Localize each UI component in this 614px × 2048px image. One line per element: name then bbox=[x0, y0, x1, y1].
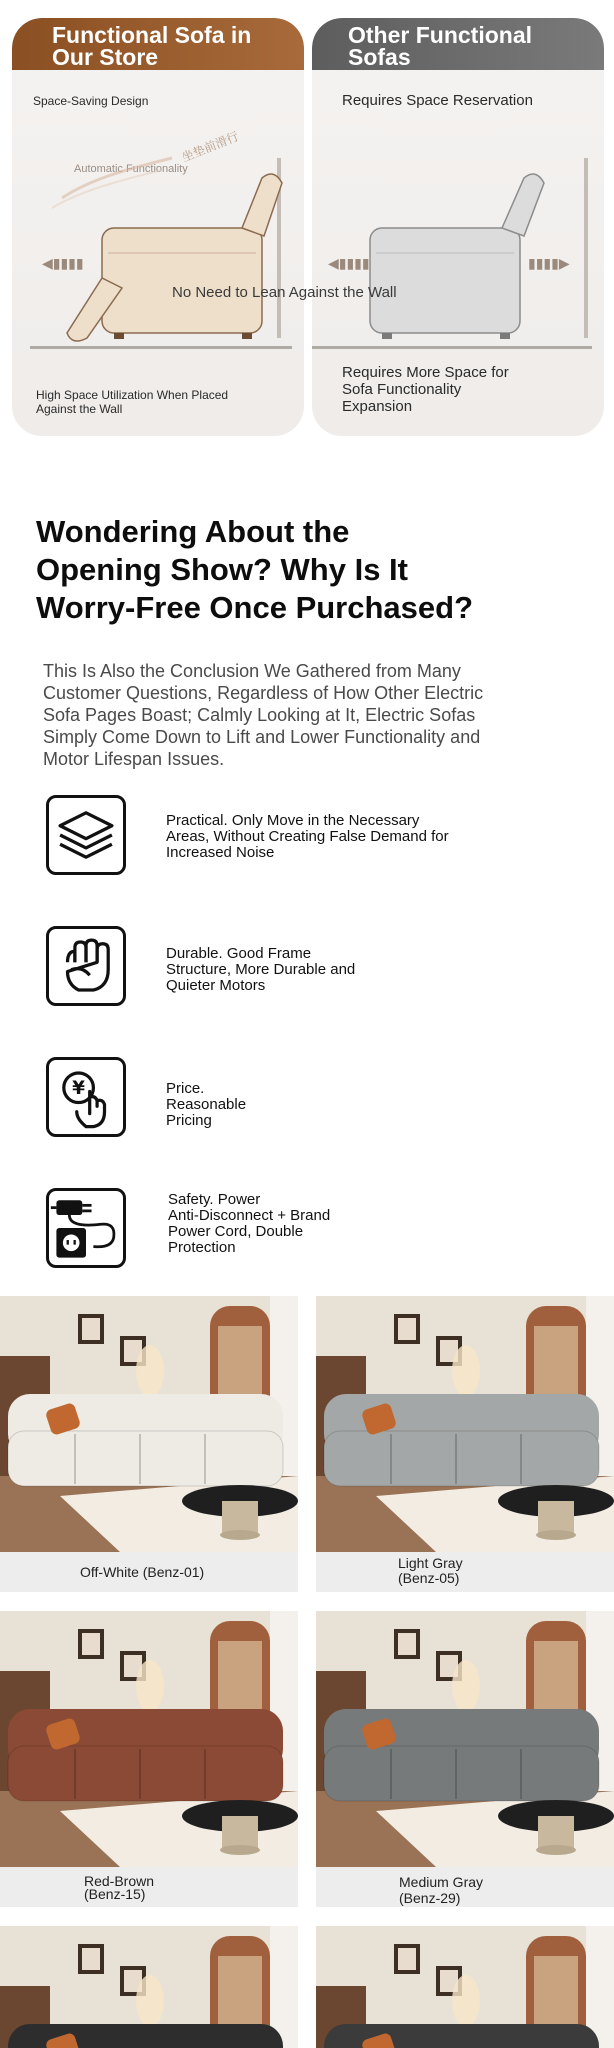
no-wall-note: No Need to Lean Against the Wall bbox=[172, 284, 397, 301]
swatch-color-code: (Benz-05) bbox=[398, 1570, 460, 1586]
feature-price-text: Price. Reasonable Pricing bbox=[166, 1080, 247, 1129]
yen-hand-icon bbox=[46, 1057, 126, 1137]
sofa-photo bbox=[316, 1296, 614, 1552]
svg-text:◀▮▮▮▮: ◀▮▮▮▮ bbox=[328, 256, 370, 272]
our-sofa-panel bbox=[12, 18, 304, 436]
swatch-color-name: Red-Brown bbox=[84, 1873, 155, 1889]
sofa-photo bbox=[0, 1611, 298, 1867]
feature-durable bbox=[46, 926, 586, 1006]
feature-durable-text: Durable. Good Frame Structure, More Durable and Quieter Motors bbox=[166, 945, 356, 994]
swatch-caption bbox=[316, 1867, 614, 1907]
swatch-caption bbox=[0, 1552, 298, 1592]
fist-icon bbox=[46, 926, 126, 1006]
svg-text:¥: ¥ bbox=[72, 1078, 86, 1100]
left-bottom-text: High Space Utilization When Placed Against the Wall bbox=[36, 388, 229, 416]
comparison-section bbox=[0, 0, 614, 450]
feature-price bbox=[46, 1057, 586, 1137]
swatch-caption bbox=[0, 1867, 298, 1907]
automatic-functionality-label: Automatic Functionality bbox=[74, 163, 188, 175]
sofa-photo bbox=[0, 1926, 298, 2048]
right-bottom-text: Requires More Space for Sofa Functionality Expansion bbox=[342, 364, 509, 415]
swatch-color-code: (Benz-29) bbox=[399, 1890, 461, 1906]
our-sofa-panel-title: Functional Sofa in Our Store bbox=[12, 18, 304, 70]
layers-icon bbox=[46, 795, 126, 875]
sofa-photo bbox=[316, 1926, 614, 2048]
space-saving-label: Space-Saving Design bbox=[33, 94, 149, 108]
swatch-color-name: Light Gray bbox=[398, 1555, 463, 1571]
space-requiring-sofa-illustration bbox=[312, 118, 604, 358]
space-reservation-label: Requires Space Reservation bbox=[342, 92, 533, 109]
swatch-caption bbox=[316, 1552, 614, 1592]
other-sofa-panel bbox=[312, 18, 604, 436]
feature-safety-text: Safety. Power Anti-Disconnect + Brand Power Cord, Double Protection bbox=[168, 1191, 331, 1256]
other-sofa-panel-title: Other Functional Sofas bbox=[312, 18, 604, 70]
feature-safety bbox=[46, 1188, 586, 1268]
wall-hugging-sofa-illustration bbox=[12, 118, 304, 358]
svg-text:◀▮▮▮▮: ◀▮▮▮▮ bbox=[42, 256, 84, 272]
intro-paragraph: This Is Also the Conclusion We Gathered from Many Customer Questions, Regardless of How Other Electric Sofa Pages Boast; Calmly Looking at It, Electric Sofas Simply Come Down to Lift and Lower Functionality and Motor Lifespan Issues. bbox=[43, 661, 484, 769]
feature-practical bbox=[46, 795, 586, 875]
seat-slide-label: 坐垫前滑行 bbox=[179, 129, 241, 165]
feature-practical-text: Practical. Only Move in the Necessary Areas, Without Creating False Demand for Increased Noise bbox=[166, 812, 449, 861]
sofa-photo bbox=[316, 1611, 614, 1867]
svg-text:▮▮▮▮▶: ▮▮▮▮▶ bbox=[528, 256, 570, 272]
swatch-color-name: Medium Gray bbox=[399, 1874, 484, 1890]
power-plug-icon bbox=[46, 1188, 126, 1268]
swatch-color-code: (Benz-15) bbox=[84, 1886, 146, 1902]
sofa-photo bbox=[0, 1296, 298, 1552]
section-heading: Wondering About the Opening Show? Why Is It Worry-Free Once Purchased? bbox=[36, 514, 474, 625]
swatch-color-name: Off-White (Benz-01) bbox=[80, 1564, 205, 1580]
